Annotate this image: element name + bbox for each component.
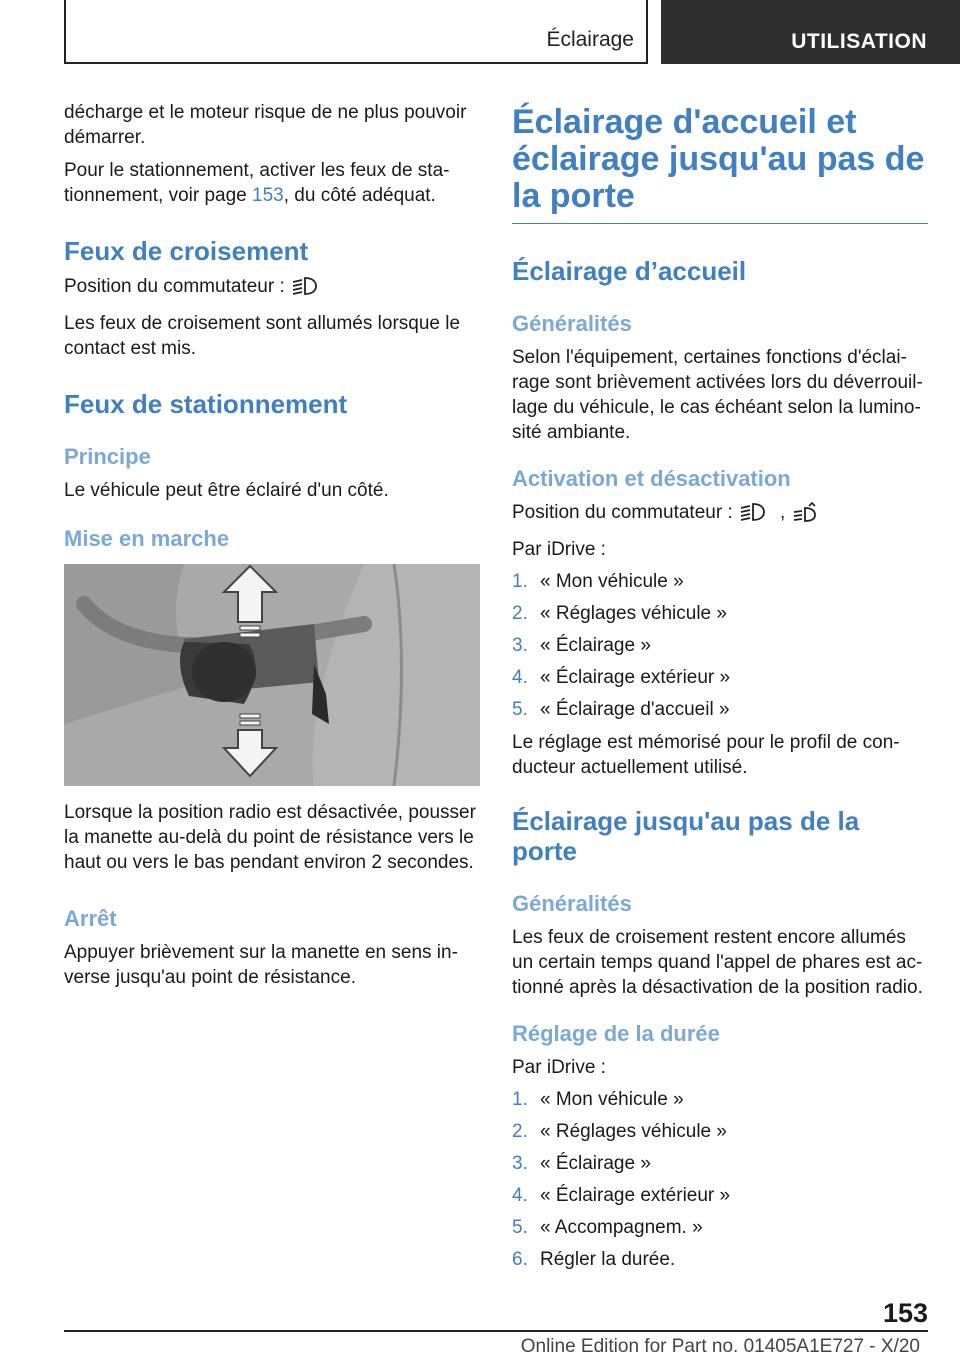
intro-text: Pour le stationnement, activer les feux de stationnement, voir page	[64, 160, 450, 206]
general-paragraph-1: Selon l'équipement, certaines fonctions d'éclairage sont brièvement activées lors du déverrouillage du véhicule, le cas échéant selon la luminosité ambiante.	[512, 347, 923, 443]
list-number: 5.	[512, 699, 528, 720]
switch-position-label: Position du commutateur :	[64, 276, 285, 297]
list-number: 1.	[512, 1089, 528, 1110]
list-item	[512, 570, 928, 594]
heading-off: Arrêt	[64, 906, 117, 931]
left-column	[64, 100, 480, 998]
list-item	[512, 602, 928, 626]
low-beam-icon	[739, 502, 767, 529]
list-item	[512, 1088, 928, 1112]
heading-principle: Principe	[64, 444, 151, 469]
heading-general-2: Généralités	[512, 891, 632, 916]
idrive-label-1: Par iDrive :	[512, 539, 606, 560]
list-number: 2.	[512, 603, 528, 624]
list-item	[512, 1152, 928, 1176]
icon-separator: ,	[780, 502, 786, 523]
list-number: 1.	[512, 571, 528, 592]
idrive-label-2: Par iDrive :	[512, 1057, 606, 1078]
list-number: 6.	[512, 1249, 528, 1270]
steering-stalk-illustration	[64, 564, 480, 786]
header-chapter-title: UTILISATION	[791, 30, 927, 53]
chapter-tab	[661, 0, 960, 64]
list-text: Régler la durée.	[540, 1249, 676, 1270]
memo-paragraph: Le réglage est mémorisé pour le profil de conducteur actuellement utilisé.	[512, 732, 900, 778]
switch-on-paragraph: Lorsque la position radio est désactivée, pousser la manette au-delà du point de résistance vers le haut ou vers le bas pendant environ 2 secondes.	[64, 802, 476, 873]
low-beam-icon	[291, 276, 319, 303]
heading-low-beam: Feux de croisement	[64, 236, 309, 266]
running-header-box	[64, 0, 648, 64]
list-text: « Réglages véhicule »	[540, 1121, 727, 1142]
list-item	[512, 1216, 928, 1240]
heading-activation: Activation et désactivation	[512, 466, 791, 491]
list-number: 2.	[512, 1121, 528, 1142]
list-text: « Éclairage d'accueil »	[540, 699, 730, 720]
list-number: 5.	[512, 1217, 528, 1238]
right-column	[512, 100, 928, 1280]
list-text: « Éclairage »	[540, 1153, 651, 1174]
heading-duration: Réglage de la durée	[512, 1021, 720, 1046]
list-number: 4.	[512, 1185, 528, 1206]
intro-paragraph-1: décharge et le moteur risque de ne plus pouvoir démarrer.	[64, 102, 467, 148]
menu-path-list-2	[512, 1088, 928, 1272]
list-number: 3.	[512, 1153, 528, 1174]
switch-position-line-right	[512, 500, 928, 529]
heading-parking-lights: Feux de stationnement	[64, 389, 348, 419]
list-item	[512, 1120, 928, 1144]
list-item	[512, 698, 928, 722]
heading-doorstep-light: Éclairage jusqu'au pas de la porte	[512, 806, 860, 866]
heading-switch-on: Mise en marche	[64, 526, 230, 551]
intro-text-end: , du côté adéquat.	[283, 185, 436, 206]
list-number: 4.	[512, 667, 528, 688]
list-text: « Éclairage extérieur »	[540, 667, 731, 688]
heading-general-1: Généralités	[512, 311, 632, 336]
heading-welcome-light: Éclairage d’accueil	[512, 256, 747, 286]
list-text: « Mon véhicule »	[540, 1089, 684, 1110]
switch-position-line	[64, 274, 480, 303]
switch-position-label-right: Position du commutateur :	[512, 502, 733, 523]
welcome-light-icon	[791, 502, 819, 529]
page-number: 153	[882, 1298, 928, 1328]
footer-rule	[64, 1330, 928, 1332]
header-section-title: Éclairage	[546, 28, 634, 51]
principle-paragraph: Le véhicule peut être éclairé d'un côté.	[64, 480, 389, 501]
footer-edition: Online Edition for Part no. 01405A1E727 - X/20	[520, 1336, 920, 1357]
list-text: « Éclairage extérieur »	[540, 1185, 731, 1206]
off-paragraph: Appuyer brièvement sur la manette en sens inverse jusqu'au point de résistance.	[64, 942, 458, 988]
list-text: « Réglages véhicule »	[540, 603, 727, 624]
low-beam-paragraph: Les feux de croisement sont allumés lorsque le contact est mis.	[64, 313, 461, 359]
section-title: Éclairage d'accueil et éclairage jusqu'au pas de la porte	[512, 104, 928, 224]
list-text: « Accompagnem. »	[540, 1217, 703, 1238]
list-item	[512, 1248, 928, 1272]
list-text: « Mon véhicule »	[540, 571, 684, 592]
page-link[interactable]: 153	[252, 185, 284, 206]
list-number: 3.	[512, 635, 528, 656]
list-item	[512, 634, 928, 658]
menu-path-list-1	[512, 570, 928, 722]
intro-paragraph-2	[64, 158, 480, 208]
list-item	[512, 666, 928, 690]
list-text: « Éclairage »	[540, 635, 651, 656]
list-item	[512, 1184, 928, 1208]
general-paragraph-2: Les feux de croisement restent encore allumés un certain temps quand l'appel de phares est actionné après la désactivation de la position radio.	[512, 927, 923, 998]
